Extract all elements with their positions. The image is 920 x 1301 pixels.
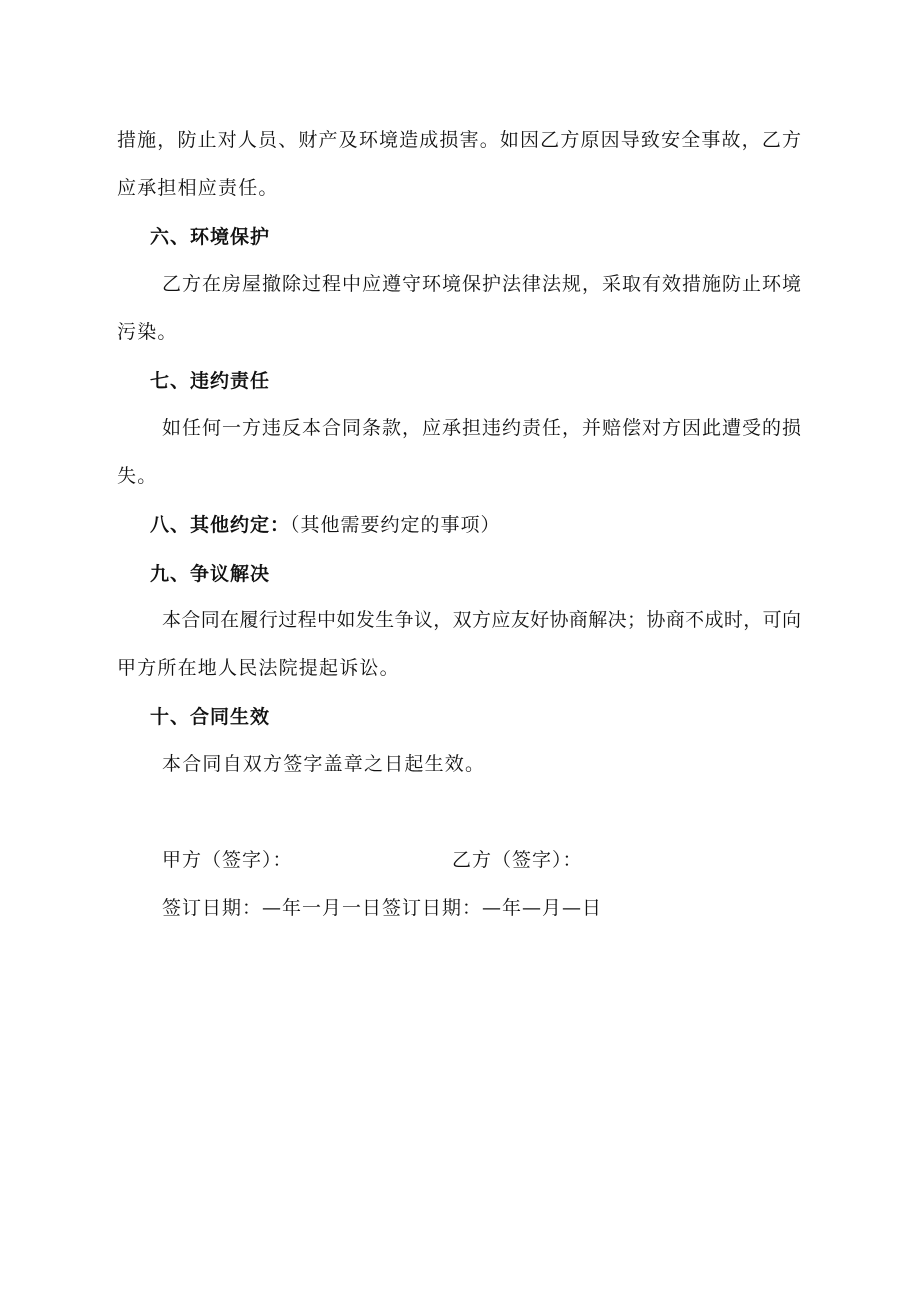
breach-clause-line-2: 失。 xyxy=(117,465,158,487)
party-a-signature-label: 甲方（签字）： xyxy=(162,849,293,871)
breach-clause-line-1: 如任何一方违反本合同条款，应承担违约责任，并赔偿对方因此遭受的损 xyxy=(162,417,801,439)
section-heading-dispute: 九、争议解决 xyxy=(150,563,271,585)
signing-date-line: 签订日期：—年一月一日签订日期：—年—月—日 xyxy=(162,897,603,919)
section-heading-environment: 六、环境保护 xyxy=(150,226,271,248)
safety-clause-line-1: 措施，防止对人员、财产及环境造成损害。如因乙方原因导致安全事故，乙方 xyxy=(117,129,801,151)
section-heading-other xyxy=(150,513,501,537)
safety-clause-line-2: 应承担相应责任。 xyxy=(117,177,279,199)
other-heading-note: （其他需要约定的事项） xyxy=(290,514,501,536)
section-heading-breach: 七、违约责任 xyxy=(150,370,271,392)
other-heading-label: 八、其他约定： xyxy=(150,514,291,536)
dispute-clause-line-1: 本合同在履行过程中如发生争议，双方应友好协商解决；协商不成时，可向 xyxy=(162,609,801,631)
section-heading-effective: 十、合同生效 xyxy=(150,706,271,728)
party-b-signature-label: 乙方（签字）： xyxy=(452,849,583,871)
environment-clause-line-1: 乙方在房屋撤除过程中应遵守环境保护法律法规，采取有效措施防止环境 xyxy=(162,273,801,295)
environment-clause-line-2: 污染。 xyxy=(117,321,178,343)
dispute-clause-line-2: 甲方所在地人民法院提起诉讼。 xyxy=(117,657,400,679)
effective-clause-line-1: 本合同自双方签字盖章之日起生效。 xyxy=(162,753,486,775)
